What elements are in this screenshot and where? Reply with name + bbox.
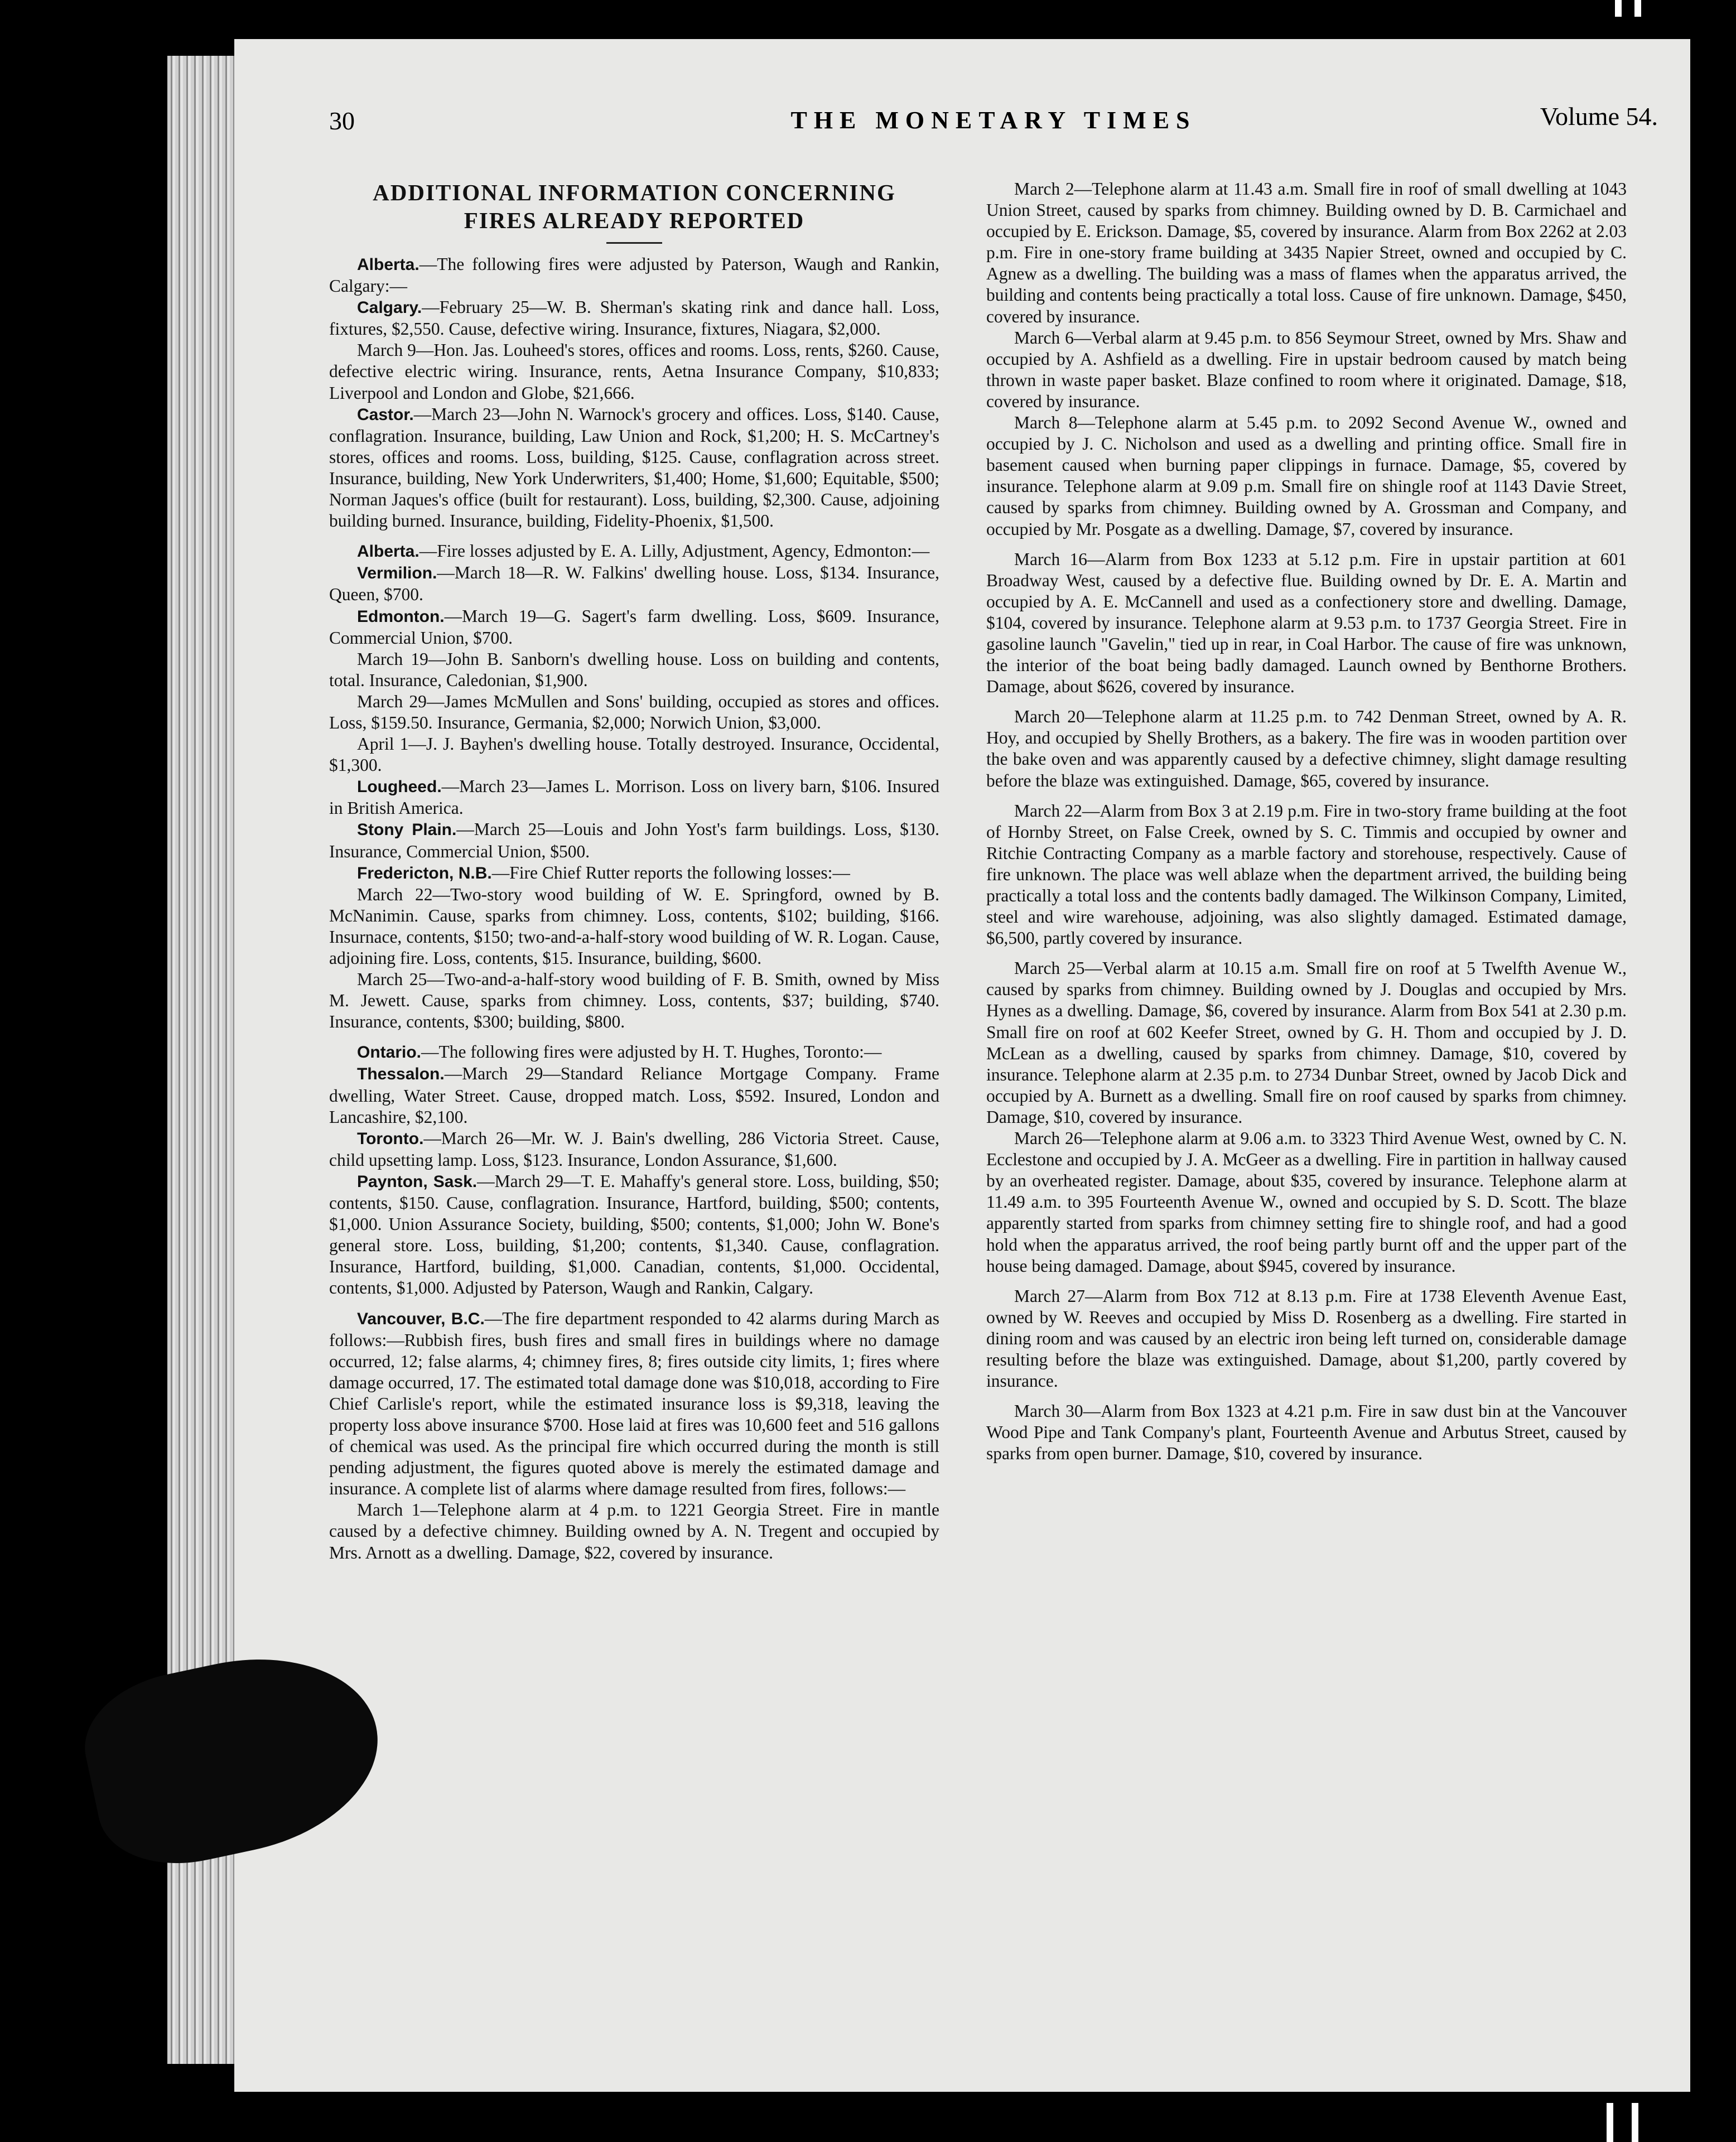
- title-line: FIRES ALREADY REPORTED: [464, 208, 805, 233]
- entry: March 26—Telephone alarm at 9.06 a.m. to 3323 Third Avenue West, owned by C. N. Ecclestone and occupied by J. A. McGeer as a dwelling. Fire in partition in hallway caused by an overheated register. Damage, about $35, covered by insurance. Telephone alarm at 11.49 a.m. to 395 Fourteenth Avenue W., owned and occupied by S. D. Scott. The blaze apparently started from sparks from chimney setting fire to shingle roof, and had a good hold when the apparatus arrived, the roof being partly burnt off and the upper part of the house being damaged. Damage, about $945, covered by insurance.: [986, 1128, 1627, 1276]
- place-heading: Ontario.: [357, 1043, 422, 1062]
- place-heading: Castor.: [357, 405, 414, 424]
- entry: March 2—Telephone alarm at 11.43 a.m. Small fire in roof of small dwelling at 1043 Union Street, caused by sparks from chimney. Building owned by D. B. Carmichael and occupied by E. Erickson. Damage, $5, covered by insurance. Alarm from Box 2262 at 2.03 p.m. Fire in one-story frame building at 3435 Napier Street, owned and occupied by C. Agnew as a dwelling. The building was a mass of flames when the apparatus arrived, the building and contents being practically a total loss. Cause of fire unknown. Damage, $450, covered by insurance.: [986, 179, 1627, 326]
- entry: Lougheed.—March 23—James L. Morrison. Loss on livery barn, $106. Insured in British America.: [329, 776, 939, 818]
- masthead: THE MONETARY TIMES: [790, 107, 1197, 134]
- volume-label: Volume 54.: [1540, 102, 1658, 131]
- entry: Alberta.—The following fires were adjusted by Paterson, Waugh and Rankin, Calgary:—: [329, 254, 939, 296]
- film-mark: [1634, 0, 1641, 17]
- entry: Castor.—March 23—John N. Warnock's grocery and offices. Loss, $140. Cause, conflagration. Insurance, building, Law Union and Rock, $1,200; H. S. McCartney's stores, offices and rooms. Loss, building, $125. Cause, conflagration across street. Insurance, building, New York Underwriters, $1,400; Home, $1,600; Equitable, $500; Norman Jaques's office (built for restaurant). Loss, building, $2,300. Cause, adjoining building burned. Insurance, building, Fidelity-Phoenix, $1,500.: [329, 404, 939, 531]
- place-heading: Edmonton.: [357, 607, 445, 626]
- left-column: [329, 178, 939, 1564]
- entry: March 27—Alarm from Box 712 at 8.13 p.m. Fire at 1738 Eleventh Avenue East, owned by W. Reeves and occupied by Miss D. Rosenberg as a dwelling. Fire started in dining room and was caused by an electric iron being left turned on, considerable damage resulting before the blaze was extinguished. Damage, about $1,200, partly covered by insurance.: [986, 1286, 1627, 1391]
- place-heading: Calgary.: [357, 298, 422, 317]
- place-heading: Alberta.: [357, 542, 419, 561]
- page-header: [329, 95, 1658, 139]
- film-mark: [1607, 2103, 1613, 2142]
- place-heading: Vancouver, B.C.: [357, 1309, 485, 1328]
- film-mark: [1632, 2103, 1638, 2142]
- entry: Stony Plain.—March 25—Louis and John Yost's farm buildings. Loss, $130. Insurance, Commercial Union, $500.: [329, 819, 940, 861]
- entry: Vancouver, B.C.—The fire department responded to 42 alarms during March as follows:—Rubbish fires, bush fires and small fires in buildings where no damage occurred, 12; false alarms, 4; chimney fires, 8; fires outside city limits, 1; fires where damage occurred, 17. The estimated total damage done was $10,018, according to Fire Chief Carlisle's report, while the estimated insurance loss is $9,318, leaving the property loss above insurance $700. Hose laid at fires was 10,600 feet and 516 gallons of chemical was used. As the principal fire which occurred during the month is still pending adjustment, the figures quoted above is merely the estimated damage and insurance. A complete list of alarms where damage resulted from fires, follows:—: [329, 1308, 939, 1499]
- entry: Ontario.—The following fires were adjusted by H. T. Hughes, Toronto:—: [357, 1042, 882, 1062]
- entry: March 16—Alarm from Box 1233 at 5.12 p.m. Fire in upstair partition at 601 Broadway West, caused by a defective flue. Building owned by Dr. E. A. Martin and occupied by A. E. McCannell and used as a confectionery store and dwelling. Damage, $104, covered by insurance. Telephone alarm at 9.53 p.m. to 1737 Georgia Street. Fire in gasoline launch "Gavelin," tied up in rear, in Coal Harbor. The cause of fire was unknown, the interior of the boat being badly damaged. Launch owned by Benthorne Brothers. Damage, about $626, covered by insurance.: [986, 549, 1627, 697]
- entry: Alberta.—Fire losses adjusted by E. A. Lilly, Adjustment, Agency, Edmonton:—: [357, 541, 930, 561]
- entry: March 9—Hon. Jas. Louheed's stores, offices and rooms. Loss, rents, $260. Cause, defective electric wiring. Insurance, rents, Aetna Insurance Company, $10,833; Liverpool and London and Globe, $21,666.: [329, 340, 939, 403]
- page-number: 30: [329, 107, 355, 135]
- entry: March 29—James McMullen and Sons' building, occupied as stores and offices. Loss, $159.50. Insurance, Germania, $2,000; Norwich Union, $3,000.: [329, 691, 939, 732]
- right-column: [986, 178, 1627, 1464]
- title-line: ADDITIONAL INFORMATION CONCERNING: [373, 180, 896, 205]
- article-title: [329, 178, 939, 234]
- place-heading: Toronto.: [357, 1129, 424, 1148]
- entry: Paynton, Sask.—March 29—T. E. Mahaffy's general store. Loss, building, $50; contents, $150. Cause, conflagration. Insurance, Hartford, building, $500; contents, $1,000. Union Assurance Society, building, $500; contents, $1,000; John W. Bone's general store. Loss, building, $1,200; contents, $1,340. Cause, conflagration. Insurance, Hartford, building, $1,000. Canadian, contents, $1,000. Occidental, contents, $1,000. Adjusted by Paterson, Waugh and Rankin, Calgary.: [329, 1171, 939, 1298]
- entry: March 6—Verbal alarm at 9.45 p.m. to 856 Seymour Street, owned by Mrs. Shaw and occupied by A. Ashfield as a dwelling. Fire in upstair bedroom caused by match being thrown in waste paper basket. Blaze confined to room where it originated. Damage, $18, covered by insurance.: [986, 327, 1627, 411]
- entry: Thessalon.—March 29—Standard Reliance Mortgage Company. Frame dwelling, Water Street. Cause, dropped match. Loss, $592. Insured, London and Lancashire, $2,100.: [329, 1064, 939, 1127]
- place-heading: Alberta.: [357, 255, 419, 274]
- entry: March 25—Verbal alarm at 10.15 a.m. Small fire on roof at 5 Twelfth Avenue W., caused by sparks from chimney. Building owned by J. Douglas and occupied by Mrs. Hynes as a dwelling. Damage, $6, covered by insurance. Alarm from Box 541 at 2.30 p.m. Small fire on roof at 602 Keefer Street, owned by G. H. Thom and occupied by J. D. McLean as a dwelling, caused by sparks from chimney. Damage, $10, covered by insurance. Telephone alarm at 2.35 p.m. to 2734 Dunbar Street, owned by Jacob Dick and occupied by A. Burnett as a dwelling. Small fire on roof caused by sparks from chimney. Damage, $10, covered by insurance.: [986, 958, 1627, 1127]
- title-rule: [606, 242, 662, 244]
- entry: March 25—Two-and-a-half-story wood building of F. B. Smith, owned by Miss M. Jewett. Cause, sparks from chimney. Loss, contents, $37; building, $740. Insurance, contents, $300; building, $800.: [329, 969, 939, 1032]
- entry: April 1—J. J. Bayhen's dwelling house. Totally destroyed. Insurance, Occidental, $1,300.: [329, 734, 939, 775]
- place-heading: Paynton, Sask.: [357, 1172, 478, 1191]
- place-heading: Fredericton, N.B.: [357, 863, 492, 882]
- entry: Vermilion.—March 18—R. W. Falkins' dwelling house. Loss, $134. Insurance, Queen, $700.: [329, 563, 939, 605]
- entry: March 19—John B. Sanborn's dwelling house. Loss on building and contents, total. Insurance, Caledonian, $1,900.: [329, 649, 939, 690]
- place-heading: Stony Plain.: [357, 821, 457, 840]
- place-heading: Vermilion.: [357, 564, 437, 583]
- entry: Toronto.—March 26—Mr. W. J. Bain's dwelling, 286 Victoria Street. Cause, child upsetting lamp. Loss, $123. Insurance, London Assurance, $1,600.: [329, 1128, 939, 1170]
- entry: March 8—Telephone alarm at 5.45 p.m. to 2092 Second Avenue W., owned and occupied by J. C. Nicholson and used as a dwelling and printing office. Small fire in basement caused when burning paper clippings in furnace. Damage, $5, covered by insurance. Telephone alarm at 9.09 p.m. Small fire on shingle roof at 1143 Davie Street, caused by sparks from chimney. Building owned by A. Grossman and Company, and occupied by Mr. Posgate as a dwelling. Damage, $7, covered by insurance.: [986, 413, 1627, 539]
- place-heading: Lougheed.: [357, 778, 442, 797]
- entry: March 22—Two-story wood building of W. E. Springford, owned by B. McNanimin. Cause, sparks from chimney. Loss, contents, $102; building, $166. Insurnace, contents, $150; two-and-a-half-story wood building of W. R. Logan. Cause, adjoining fire. Loss, contents, $15. Insurance, building, $600.: [329, 884, 939, 968]
- entry: March 22—Alarm from Box 3 at 2.19 p.m. Fire in two-story frame building at the foot of Hornby Street, on False Creek, owned by S. C. Timmis and occupied by owner and Ritchie Contracting Company as a marble factory and storehouse, respectively. Cause of fire unknown. The place was well ablaze when the department arrived, the building being practically a total loss and the contents badly damaged. The Wilkinson Company, Limited, steel and wire warehouse, adjoining, was also slightly damaged. Estimated damage, $6,500, partly covered by insurance.: [986, 800, 1627, 948]
- place-heading: Thessalon.: [357, 1065, 445, 1084]
- entry: Calgary.—February 25—W. B. Sherman's skating rink and dance hall. Loss, fixtures, $2,550. Cause, defective wiring. Insurance, fixtures, Niagara, $2,000.: [329, 297, 939, 339]
- entry: March 1—Telephone alarm at 4 p.m. to 1221 Georgia Street. Fire in mantle caused by a defective chimney. Building owned by A. N. Tregent and occupied by Mrs. Arnott as a dwelling. Damage, $22, covered by insurance.: [329, 1500, 939, 1562]
- entry: Fredericton, N.B.—Fire Chief Rutter reports the following losses:—: [357, 862, 850, 882]
- film-mark: [1615, 0, 1622, 17]
- entry: March 30—Alarm from Box 1323 at 4.21 p.m. Fire in saw dust bin at the Vancouver Wood Pipe and Tank Company's plant, Fourteenth Avenue and Arbutus Street, caused by sparks from open burner. Damage, $10, covered by insurance.: [986, 1401, 1627, 1464]
- entry: March 20—Telephone alarm at 11.25 p.m. to 742 Denman Street, owned by A. R. Hoy, and occupied by Shelly Brothers, as a bakery. The fire was in wooden partition over the bake oven and was apparently caused by a defective chimney, slight damage resulting before the blaze was extinguished. Damage, $65, covered by insurance.: [986, 707, 1627, 790]
- entry: Edmonton.—March 19—G. Sagert's farm dwelling. Loss, $609. Insurance, Commercial Union, $700.: [329, 606, 939, 648]
